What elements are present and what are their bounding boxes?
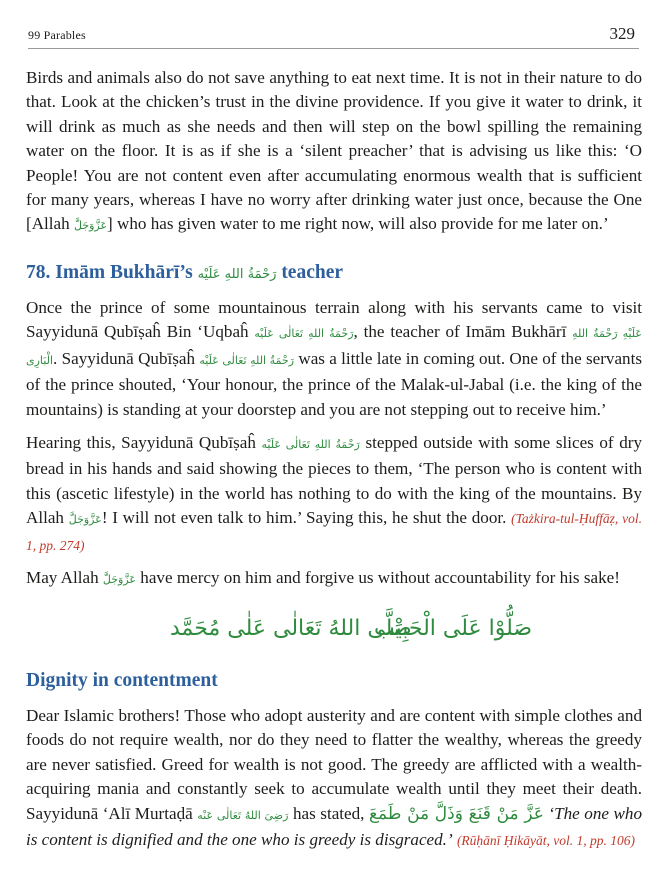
paragraph-text: stepped outside with some slices of dry bread in his hands and said showing the pieces to them, ‘The person who is content with this (ascetic lifestyle) in the world has nothing to do with the king of the mountains. By Allah <box>26 433 642 528</box>
paragraph-text: have mercy on him and forgive us without accountability for his sake! <box>140 568 620 587</box>
dignity-paragraph <box>26 704 642 853</box>
heading-text-end: teacher <box>281 262 344 283</box>
salawat-response: صَلَّى اللهُ تَعَالٰی عَلٰی مُحَمَّد <box>170 616 412 641</box>
arabic-honorific: عَزَّوَجَلَّ <box>73 219 108 233</box>
dua-paragraph <box>26 566 642 592</box>
arabic-honorific: رَحْمَةُ اللهِ عَلَيْه <box>197 267 277 282</box>
section-heading-dignity: Dignity in contentment <box>26 670 218 691</box>
translated-saying: ‘The one who is content is dignified and the one who is greedy is disgraced.’ <box>26 803 643 850</box>
arabic-honorific: رَضِیَ اللهُ تَعَالٰی عَنْه <box>197 808 289 822</box>
intro-text-end: ] who has given water to me right now, will also provide for me later on.’ <box>107 214 609 234</box>
arabic-honorific: رَحْمَةُ اللهِ تَعَالٰی عَلَيْه <box>199 353 295 367</box>
heading-text: 78. Imām Bukhārī’s <box>26 262 193 283</box>
reference-citation: (Tażkira-tul-Ḥuffāẓ, vol. 1, pp. 274) <box>26 511 642 553</box>
arabic-honorific: عَلَيْهِ رَحْمَةُ اللهِ الْبَارِی <box>26 327 642 367</box>
paragraph-text: May Allah <box>26 568 99 587</box>
paragraph-text: was a little late in coming out. One of the servants of the prince shouted, ‘Your honour, the prince of the Malak-ul-Jabal (i.e. the king of the mountains) is standing at your doorstep and you are not stepping out to receive him.’ <box>26 348 643 419</box>
arabic-honorific: رَحْمَةُ اللهِ تَعَالٰی عَلَيْه <box>261 438 360 451</box>
book-title: 99 Parables <box>28 28 86 42</box>
paragraph-text: Hearing this, Sayyidunā Qubīṣaĥ <box>26 433 256 452</box>
story-paragraph-1 <box>26 296 642 422</box>
paragraph-text: has stated, <box>292 803 365 823</box>
arabic-honorific: عَزَّوَجَلَّ <box>102 573 136 586</box>
story-paragraph-2 <box>26 431 642 558</box>
intro-paragraph <box>26 66 642 239</box>
page-number: 329 <box>609 24 635 43</box>
paragraph-text: Once the prince of some mountainous terrain along with his servants came to visit Sayyidunā Qubīṣaĥ Bin ‘Uqbaĥ <box>26 298 642 342</box>
paragraph-text: , the teacher of Imām Bukhārī <box>353 322 567 342</box>
paragraph-text: ! I will not even talk to him.’ Saying this, he shut the door. <box>101 508 507 528</box>
arabic-honorific: عَزَّوَجَلَّ <box>68 513 102 527</box>
intro-text: Birds and animals also do not save anything to eat next time. It is not in their nature to do that. Look at the chicken’s trust in the divine providence. If you give it water to drink, it will drink as much as she needs and then will step on the bowl spilling the remaining water on the floor. It is as if she is a ‘silent preacher’ that is advising us like this: ‘O People! You are not content even after accumulating enormous wealth that is sufficient for many years, whereas I have no worry after drinking water just once, because the One [Allah <box>26 68 642 234</box>
paragraph-text: Dear Islamic brothers! Those who adopt austerity and are content with simple clothes and foods do not require wealth, nor do they need to flatter the wealthy, whereas the greedy are never satisfied. Greed for wealth is not good. The greedy are afflicted with a wealth-acquiring mania and constantly seek to accumulate wealth until they meet their death. Sayyidunā ‘Alī Murtaḍā <box>26 706 642 823</box>
salawat-call: صَلُّوْا عَلَى الْحَبِيْب <box>374 616 533 641</box>
arabic-honorific: رَحْمَةُ اللهِ تَعَالٰی عَلَيْه <box>254 327 354 341</box>
page-header <box>28 24 639 49</box>
section-heading-78 <box>26 262 343 284</box>
arabic-saying: عَزَّ مَنْ قَنَعَ وَذَلَّ مَنْ طَمَعَ <box>369 803 544 824</box>
salawat-line <box>0 610 667 650</box>
reference-citation: (Rūḥānī Ḥikāyāt, vol. 1, pp. 106) <box>456 833 636 849</box>
paragraph-text: . Sayyidunā Qubīṣaĥ <box>53 348 196 368</box>
